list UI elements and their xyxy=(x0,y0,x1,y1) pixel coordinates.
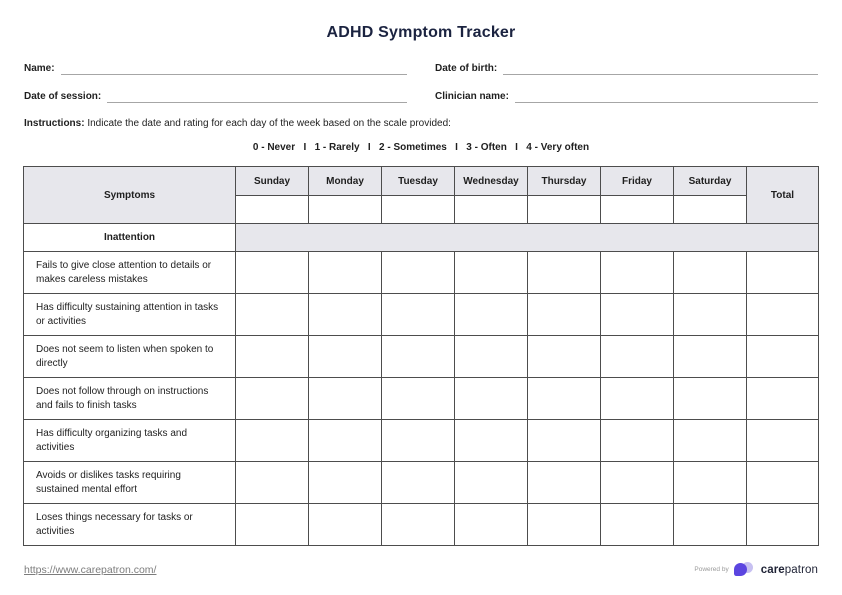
rating-scale-legend: 0 - Never I 1 - Rarely I 2 - Sometimes I 3 - Often I 4 - Very often xyxy=(252,142,590,153)
carepatron-wordmark: carepatron xyxy=(760,563,818,576)
table-row xyxy=(24,420,819,462)
symptom-label: Loses things necessary for tasks or activities xyxy=(24,504,236,546)
rating-cell[interactable] xyxy=(382,378,455,420)
rating-cell[interactable] xyxy=(455,294,528,336)
total-cell[interactable] xyxy=(747,336,819,378)
total-cell[interactable] xyxy=(747,462,819,504)
table-row xyxy=(24,336,819,378)
day-header-wednesday: Wednesday xyxy=(455,167,528,196)
rating-cell[interactable] xyxy=(528,420,601,462)
rating-cell[interactable] xyxy=(309,420,382,462)
rating-cell[interactable] xyxy=(674,378,747,420)
total-cell[interactable] xyxy=(747,252,819,294)
rating-cell[interactable] xyxy=(236,378,309,420)
session-date-label: Date of session: xyxy=(24,91,102,102)
rating-cell[interactable] xyxy=(455,336,528,378)
clinician-input-line[interactable] xyxy=(515,90,818,103)
dob-input-line[interactable] xyxy=(503,62,818,75)
date-cell-wednesday[interactable] xyxy=(455,196,528,224)
clinician-field xyxy=(435,90,818,103)
rating-cell[interactable] xyxy=(601,336,674,378)
rating-cell[interactable] xyxy=(528,462,601,504)
rating-cell[interactable] xyxy=(455,378,528,420)
rating-cell[interactable] xyxy=(601,462,674,504)
rating-cell[interactable] xyxy=(309,378,382,420)
day-header-sunday: Sunday xyxy=(236,167,309,196)
rating-cell[interactable] xyxy=(382,462,455,504)
rating-cell[interactable] xyxy=(674,462,747,504)
dob-label: Date of birth: xyxy=(435,63,498,74)
table-row xyxy=(24,294,819,336)
symptom-label: Does not follow through on instructions and fails to finish tasks xyxy=(24,378,236,420)
symptom-label: Fails to give close attention to details or makes careless mistakes xyxy=(24,252,236,294)
rating-cell[interactable] xyxy=(674,420,747,462)
name-field xyxy=(24,62,407,75)
rating-cell[interactable] xyxy=(455,462,528,504)
symptom-label: Does not seem to listen when spoken to directly xyxy=(24,336,236,378)
rating-cell[interactable] xyxy=(674,504,747,546)
rating-cell[interactable] xyxy=(528,294,601,336)
rating-cell[interactable] xyxy=(528,336,601,378)
rating-cell[interactable] xyxy=(236,336,309,378)
session-date-input-line[interactable] xyxy=(107,90,407,103)
total-cell[interactable] xyxy=(747,378,819,420)
rating-cell[interactable] xyxy=(236,252,309,294)
rating-cell[interactable] xyxy=(309,462,382,504)
section-header-inattention: Inattention xyxy=(24,224,236,252)
rating-cell[interactable] xyxy=(528,504,601,546)
rating-cell[interactable] xyxy=(528,252,601,294)
rating-cell[interactable] xyxy=(236,294,309,336)
instructions-body: Indicate the date and rating for each day of the week based on the scale provided: xyxy=(87,118,451,129)
rating-cell[interactable] xyxy=(528,378,601,420)
day-header-monday: Monday xyxy=(309,167,382,196)
total-cell[interactable] xyxy=(747,420,819,462)
rating-cell[interactable] xyxy=(455,420,528,462)
rating-cell[interactable] xyxy=(674,252,747,294)
rating-cell[interactable] xyxy=(601,294,674,336)
rating-cell[interactable] xyxy=(382,252,455,294)
symptoms-column-header: Symptoms xyxy=(24,167,236,224)
name-input-line[interactable] xyxy=(61,62,407,75)
carepatron-link[interactable]: https://www.carepatron.com/ xyxy=(24,563,157,576)
symptom-label: Has difficulty organizing tasks and activities xyxy=(24,420,236,462)
table-row xyxy=(24,504,819,546)
page-footer xyxy=(24,562,818,577)
day-header-friday: Friday xyxy=(601,167,674,196)
rating-cell[interactable] xyxy=(455,504,528,546)
clinician-label: Clinician name: xyxy=(435,91,509,102)
rating-cell[interactable] xyxy=(382,420,455,462)
powered-by-badge xyxy=(694,562,818,577)
page-title: ADHD Symptom Tracker xyxy=(326,24,516,41)
day-header-saturday: Saturday xyxy=(674,167,747,196)
dob-field xyxy=(435,62,818,75)
rating-cell[interactable] xyxy=(601,420,674,462)
carepatron-logo-icon xyxy=(734,562,756,577)
date-cell-friday[interactable] xyxy=(601,196,674,224)
rating-cell[interactable] xyxy=(236,420,309,462)
instructions-text xyxy=(24,118,818,129)
date-cell-saturday[interactable] xyxy=(674,196,747,224)
patient-fields xyxy=(24,62,818,103)
total-cell[interactable] xyxy=(747,294,819,336)
instructions-label: Instructions: xyxy=(24,118,85,129)
rating-cell[interactable] xyxy=(601,504,674,546)
rating-cell[interactable] xyxy=(674,294,747,336)
name-label: Name: xyxy=(24,63,55,74)
symptom-label: Avoids or dislikes tasks requiring sustained mental effort xyxy=(24,462,236,504)
rating-cell[interactable] xyxy=(382,294,455,336)
rating-cell[interactable] xyxy=(382,504,455,546)
total-column-header: Total xyxy=(747,167,819,224)
symptom-tracker-table xyxy=(23,166,819,546)
rating-cell[interactable] xyxy=(309,504,382,546)
rating-cell[interactable] xyxy=(674,336,747,378)
rating-cell[interactable] xyxy=(601,378,674,420)
rating-cell[interactable] xyxy=(309,252,382,294)
rating-cell[interactable] xyxy=(455,252,528,294)
section-header-fill xyxy=(236,224,819,252)
total-cell[interactable] xyxy=(747,504,819,546)
date-cell-thursday[interactable] xyxy=(528,196,601,224)
rating-cell[interactable] xyxy=(309,294,382,336)
session-date-field xyxy=(24,90,407,103)
rating-cell[interactable] xyxy=(309,336,382,378)
date-cell-sunday[interactable] xyxy=(236,196,309,224)
powered-by-label: Powered by xyxy=(694,566,729,573)
rating-cell[interactable] xyxy=(382,336,455,378)
rating-cell[interactable] xyxy=(601,252,674,294)
day-header-tuesday: Tuesday xyxy=(382,167,455,196)
date-cell-monday[interactable] xyxy=(309,196,382,224)
rating-cell[interactable] xyxy=(236,462,309,504)
table-row xyxy=(24,252,819,294)
day-header-thursday: Thursday xyxy=(528,167,601,196)
table-row xyxy=(24,462,819,504)
symptom-label: Has difficulty sustaining attention in tasks or activities xyxy=(24,294,236,336)
date-cell-tuesday[interactable] xyxy=(382,196,455,224)
table-row xyxy=(24,378,819,420)
rating-cell[interactable] xyxy=(236,504,309,546)
